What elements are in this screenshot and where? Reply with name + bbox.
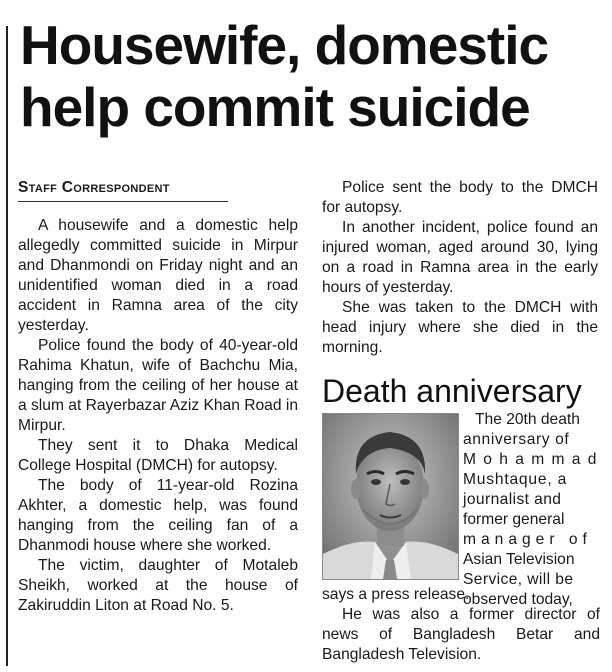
byline-text: Staff Correspondent [18,179,170,196]
paragraph: The victim, daughter of Motaleb Sheikh, worked at the house of Zakiruddin Liton at Road No. 5. [18,557,298,614]
paragraph: She was taken to the DMCH with head injury where she died in the morning. [322,299,598,356]
paragraph: Police sent the body to the DMCH for autopsy. [322,179,598,216]
text-line: observed today, [463,591,573,608]
paragraph: In another incident, police found an injured woman, aged around 30, lying on a road in Ramna area in the early hours of yesterday. [322,219,598,296]
text-line: Mushtaque, a [463,471,568,488]
portrait-photo [322,413,459,580]
text-line: Service, will be [463,571,574,588]
death-anniversary-heading: Death anniversary [322,373,582,409]
right-column [322,178,598,358]
anniversary-continuation [322,585,600,665]
paragraph: A housewife and a domestic help allegedly committed suicide in Mirpur and Dhanmondi on Friday night and an unidentified woman died in a road accident in Ramna area of the city yesterday. [18,217,298,334]
text-line: Asian Television [463,551,575,568]
left-column [18,216,298,616]
paragraph-continuation: says a press release. [322,586,470,603]
headline-line-1: Housewife, domestic [20,14,549,76]
anniversary-wrap-text [463,410,604,610]
headline [20,14,605,138]
text-line: manager of [463,531,592,548]
column-rule [6,26,8,666]
text-line: The 20th death [475,411,580,428]
text-line: former general [463,511,565,528]
paragraph: They sent it to Dhaka Medical College Hospital (DMCH) for autopsy. [18,437,298,474]
text-line: Mohammad [463,451,604,468]
byline [18,179,228,202]
headline-line-2: help commit suicide [20,76,530,138]
paragraph: The body of 11-year-old Rozina Akhter, a domestic help, was found hanging from the ceiling fan of a Dhanmodi house where she worked. [18,477,298,554]
text-line: journalist and [463,491,562,508]
paragraph: Police found the body of 40-year-old Rahima Khatun, wife of Bachchu Mia, hanging from the ceiling of her house at a slum at Rayerbazar Aziz Khan Road in Mirpur. [18,337,298,434]
text-line: anniversary of [463,431,570,448]
paragraph: He was also a former director of news of Bangladesh Betar and Bangladesh Television. [322,606,600,663]
